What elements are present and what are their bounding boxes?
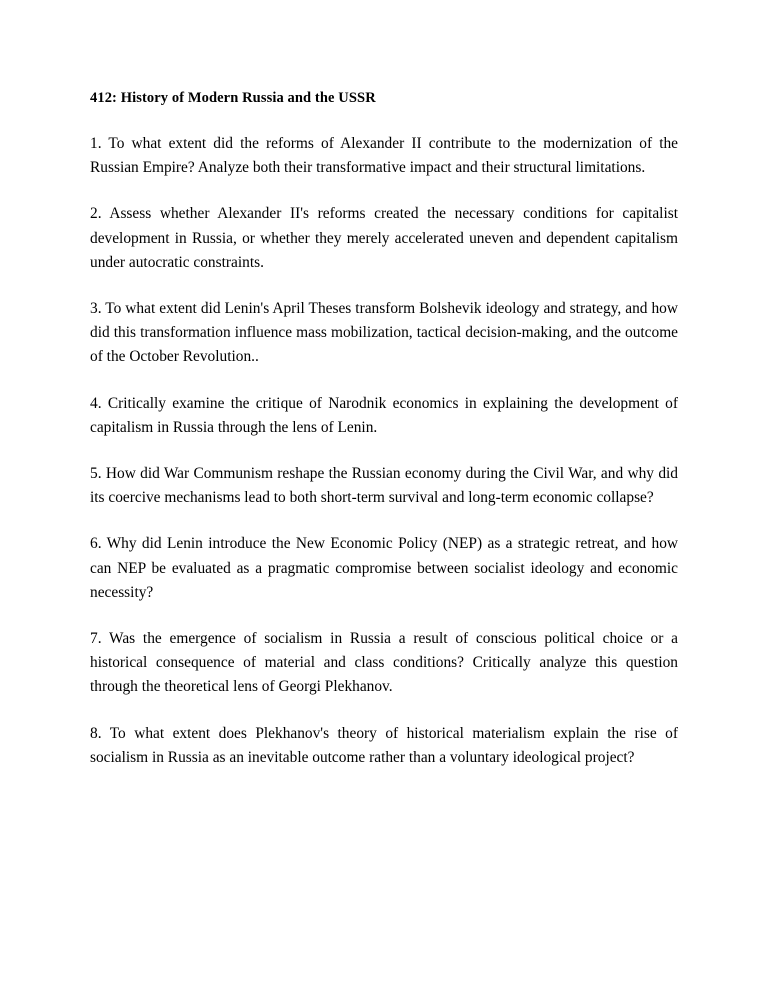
question-item-7: 7. Was the emergence of socialism in Russia a result of conscious political choice or a historical consequence of material and class conditions? Critically analyze this question through the theoretical lens of Georgi Plekhanov. (90, 630, 678, 696)
document-body (90, 86, 678, 770)
question-item-5: 5. How did War Communism reshape the Russian economy during the Civil War, and why did its coercive mechanisms lead to both short-term survival and long-term economic collapse? (90, 465, 678, 507)
page-title: 412: History of Modern Russia and the USSR (90, 90, 376, 106)
question-item-8: 8. To what extent does Plekhanov's theory of historical materialism explain the rise of socialism in Russia as an inevitable outcome rather than a voluntary ideological project? (90, 724, 678, 766)
question-item-3: 3. To what extent did Lenin's April Theses transform Bolshevik ideology and strategy, and how did this transformation influence mass mobilization, tactical decision-making, and the outcome of the October Revolution.. (90, 300, 678, 366)
question-item-2: 2. Assess whether Alexander II's reforms created the necessary conditions for capitalist development in Russia, or whether they merely accelerated uneven and dependent capitalism under autocratic constraints. (90, 205, 678, 271)
question-item-4: 4. Critically examine the critique of Narodnik economics in explaining the development of capitalism in Russia through the lens of Lenin. (90, 394, 678, 436)
question-item-1: 1. To what extent did the reforms of Alexander II contribute to the modernization of the Russian Empire? Analyze both their transformative impact and their structural limitations. (90, 135, 678, 177)
question-item-6: 6. Why did Lenin introduce the New Economic Policy (NEP) as a strategic retreat, and how can NEP be evaluated as a pragmatic compromise between socialist ideology and economic necessity? (90, 535, 678, 601)
